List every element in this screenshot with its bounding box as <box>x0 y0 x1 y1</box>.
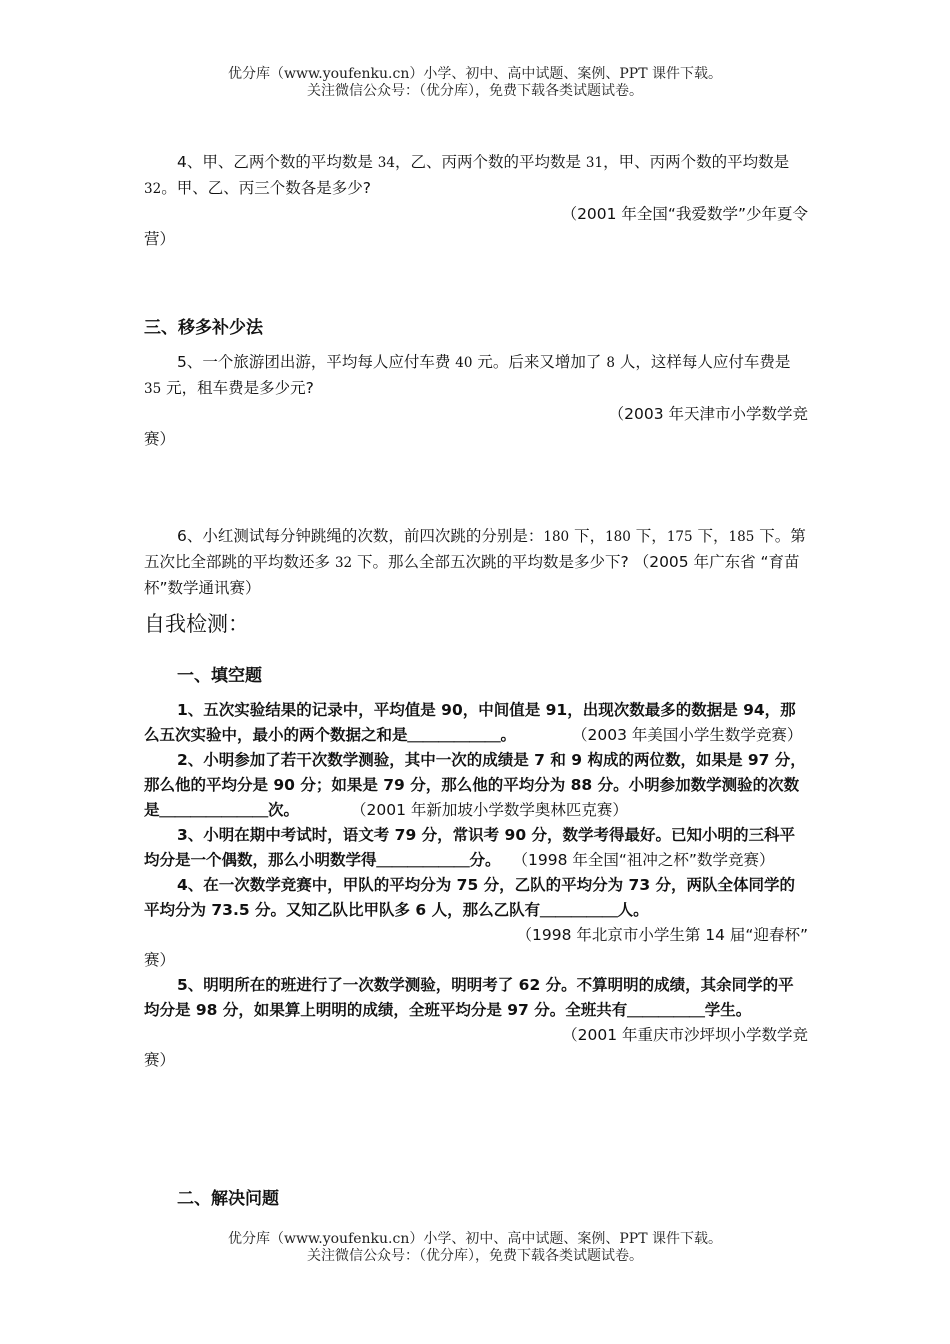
question-6 <box>144 524 808 601</box>
question-4-source-cont: 营） <box>144 230 176 248</box>
footer-line-2: 关注微信公众号：（优分库），免费下载各类试题试卷。 <box>307 1248 643 1264</box>
fill-question-1: 1、五次实验结果的记录中，平均值是 90，中间值是 91，出现次数最多的数据是 94，那么五次实验中，最小的两个数据之和是＿＿＿＿＿＿。 （2003 年美国小学生数学竞赛） <box>144 701 803 744</box>
fill-question-4-source: （1998 年北京市小学生第 14 届“迎春杯” <box>516 926 808 944</box>
fill-question-5: 5、明明所在的班进行了一次数学测验，明明考了 62 分。不算明明的成绩，其余同学的平均分是 98 分，如果算上明明的成绩，全班平均分是 97 分。全班共有＿＿＿＿＿学生。 <box>144 976 794 1019</box>
page-footer <box>0 1231 950 1265</box>
solve-title: 二、解决问题 <box>177 1189 279 1209</box>
question-5-text: 5、一个旅游团出游，平均每人应付车费 40 元。后来又增加了 8 人，这样每人应付车费是 35 元，租车费是多少元? <box>144 353 791 397</box>
fill-question-4: 4、在一次数学竞赛中，甲队的平均分为 75 分，乙队的平均分为 73 分，两队全体同学的平均分为 73.5 分。又知乙队比甲队多 6 人，那么乙队有＿＿＿＿＿人。 <box>144 876 796 919</box>
header-line-1: 优分库（www.youfenku.cn）小学、初中、高中试题、案例、PPT 课件下载。 <box>227 66 722 82</box>
page-header-top <box>0 66 950 100</box>
footer-line-1: 优分库（www.youfenku.cn）小学、初中、高中试题、案例、PPT 课件下载。 <box>227 1231 722 1247</box>
fill-question-5-source-cont: 赛） <box>144 1051 176 1069</box>
question-4-source: （2001 年全国“我爱数学”少年夏令 <box>561 205 808 223</box>
question-4-text: 4、甲、乙两个数的平均数是 34，乙、丙两个数的平均数是 31，甲、丙两个数的平均数是 32。甲、乙、丙三个数各是多少? <box>144 153 790 197</box>
fill-question-4-source-cont: 赛） <box>144 951 176 969</box>
question-4 <box>144 150 808 252</box>
self-test-title: 自我检测： <box>144 612 249 636</box>
fill-question-2: 2、小明参加了若干次数学测验，其中一次的成绩是 7 和 9 构成的两位数，如果是 97 分，那么他的平均分是 90 分；如果是 79 分，那么他的平均分为 88 分。小明参加数学测验的次数是＿＿＿＿＿＿＿次。 （2001 年新加坡小学数学奥林匹克赛） <box>144 751 806 819</box>
fill-questions <box>144 698 808 1073</box>
fill-question-3: 3、小明在期中考试时，语文考 79 分，常识考 90 分，数学考得最好。已知小明的三科平均分是一个偶数，那么小明数学得＿＿＿＿＿＿分。 （1998 年全国“祖冲之杯”数学竞赛） <box>144 826 796 869</box>
question-5-source-cont: 赛） <box>144 430 176 448</box>
question-6-text: 6、小红测试每分钟跳绳的次数，前四次跳的分别是：180 下，180 下，175 下，185 下。第五次比全部跳的平均数还多 32 下。那么全部五次跳的平均数是多少下? （2005 年广东省 “育苗杯”数学通讯赛） <box>144 527 806 597</box>
header-line-2: 关注微信公众号：（优分库），免费下载各类试题试卷。 <box>307 83 643 99</box>
question-5-source: （2003 年天津市小学数学竞 <box>608 405 808 423</box>
fill-question-5-source: （2001 年重庆市沙坪坝小学数学竞 <box>562 1026 808 1044</box>
question-5 <box>144 350 808 452</box>
fill-in-title: 一、填空题 <box>177 666 262 686</box>
section-title-3: 三、移多补少法 <box>144 318 263 338</box>
